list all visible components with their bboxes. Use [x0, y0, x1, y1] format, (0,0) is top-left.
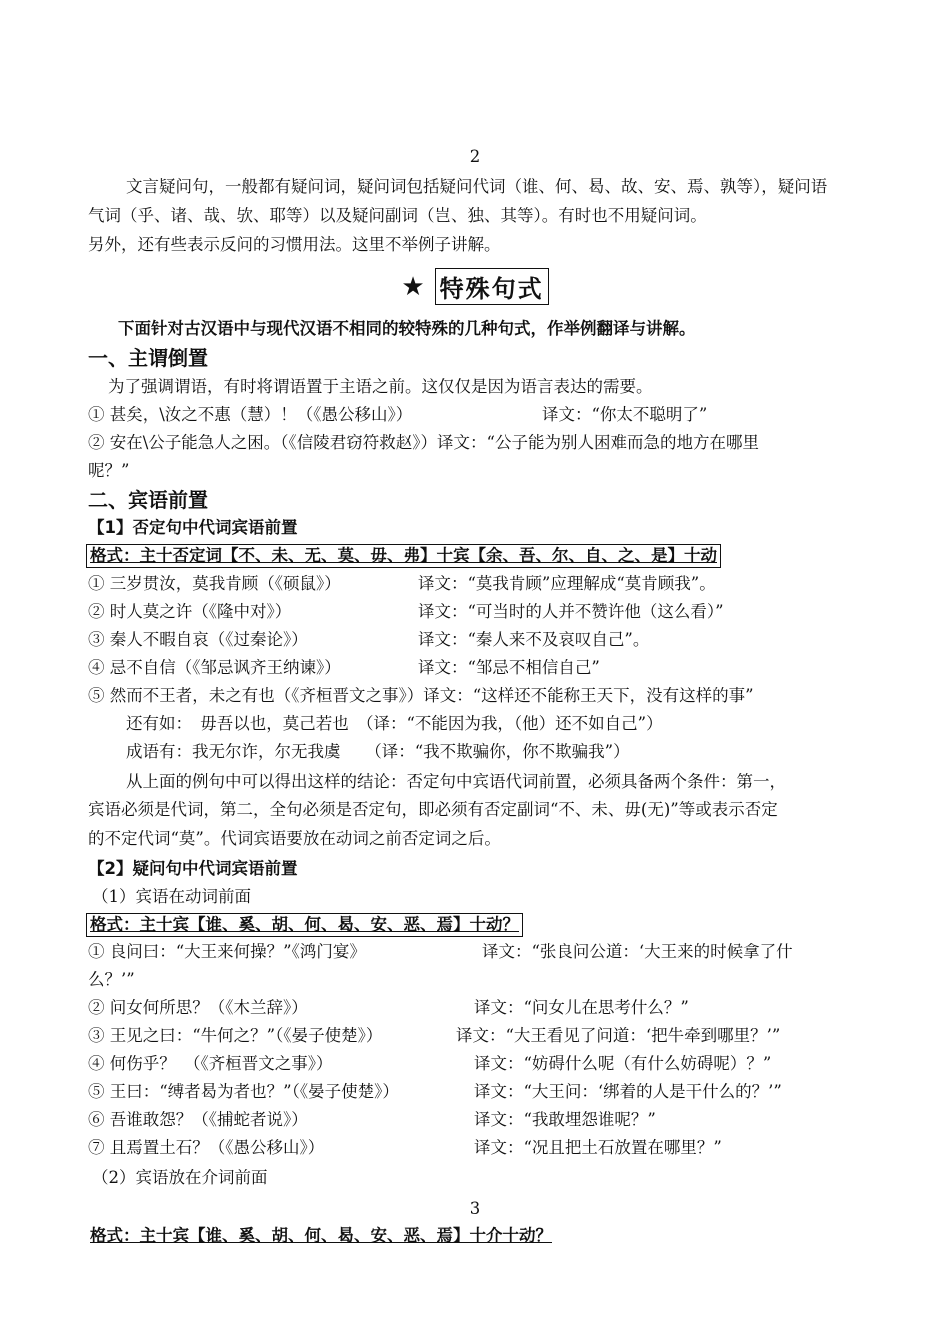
q-example-3: ③ 王见之曰：“牛何之？”（《晏子使楚》）	[88, 1026, 383, 1045]
q-example-1-translation: 译文：“张良问公道：‘大王来的时候拿了什	[482, 942, 793, 961]
intro-line-2: 气词（乎、诸、哉、欤、耶等）以及疑问副词（岂、独、其等）。有时也不用疑问词。	[88, 206, 707, 225]
q-example-4: ④ 何伤乎？ （《齐桓晋文之事》）	[88, 1054, 333, 1073]
lead-text: 下面针对古汉语中与现代汉语不相同的较特殊的几种句式，作举例翻译与讲解。	[118, 319, 696, 338]
neg-conclusion-3: 的不定代词“莫”。代词宾语要放在动词之前否定词之后。	[88, 829, 501, 848]
section-title-box: 特殊句式	[435, 268, 549, 305]
q-example-6-translation: 译文：“我敢埋怨谁呢？”	[474, 1110, 656, 1129]
q-example-6: ⑥ 吾谁敢怨？（《捕蛇者说》）	[88, 1110, 308, 1129]
q-example-7: ⑦ 且焉置土石？（《愚公移山》）	[88, 1138, 325, 1157]
neg-conclusion-2: 宾语必须是代词，第二，全句必须是否定句，即必须有否定副词“不、未、毋(无)”等或表示否定	[88, 800, 778, 819]
q-example-4-translation: 译文：“妨碍什么呢（有什么妨碍呢）？”	[474, 1054, 772, 1073]
q-example-7-translation: 译文：“况且把土石放置在哪里？”	[474, 1138, 722, 1157]
q-example-3-translation: 译文：“大王看见了问道：‘把牛牵到哪里？’”	[456, 1026, 781, 1045]
question-sub-1: （1）宾语在动词前面	[92, 887, 251, 906]
q-example-1: ① 良问曰：“大王来何操？”《鸿门宴》	[88, 942, 366, 961]
q-example-5-translation: 译文：“大王问：‘绑着的人是干什么的？’”	[474, 1082, 782, 1101]
format-box-2: 格式：主十宾【谁、奚、胡、何、曷、安、恶、焉】十动？	[86, 913, 523, 937]
format-box-3: 格式：主十宾【谁、奚、胡、何、曷、安、恶、焉】十介十动？	[90, 1226, 552, 1245]
neg-example-4-translation: 译文：“邹忌不相信自己”	[418, 658, 600, 677]
subheading-question-sentence: 【2】疑问句中代词宾语前置	[88, 859, 298, 878]
neg-idiom-example: 成语有：我无尔诈，尔无我虞 （译：“我不欺骗你，你不欺骗我”）	[126, 742, 630, 761]
neg-example-3-translation: 译文：“秦人来不及哀叹自己”。	[418, 630, 650, 649]
page-number-top: 2	[469, 147, 481, 166]
neg-example-1-translation: 译文：“莫我肯顾”应理解成“莫肯顾我”。	[418, 574, 716, 593]
h1-example-2: ② 安在\公子能急人之困。（《信陵君窃符救赵》）译文：“公子能为别人困难而急的地方在哪里	[88, 433, 759, 452]
neg-example-1: ① 三岁贯汝，莫我肯顾（《硕鼠》）	[88, 574, 341, 593]
format-box-1: 格式：主十否定词【不、未、无、莫、毋、弗】十宾【余、吾、尔、自、之、是】十动	[86, 544, 721, 568]
neg-example-2-translation: 译文：“可当时的人并不赞许他（这么看）”	[418, 602, 724, 621]
h1-description: 为了强调谓语，有时将谓语置于主语之前。这仅仅是因为语言表达的需要。	[108, 377, 653, 396]
heading-object-preposing: 二、宾语前置	[88, 488, 208, 512]
intro-line-3: 另外，还有些表示反问的习惯用法。这里不举例子讲解。	[88, 235, 501, 254]
neg-example-4: ④ 忌不自信（《邹忌讽齐王纳谏》）	[88, 658, 341, 677]
section-title	[0, 268, 950, 305]
q-example-2-translation: 译文：“问女儿在思考什么？”	[474, 998, 689, 1017]
intro-line-1: 文言疑问句，一般都有疑问词，疑问词包括疑问代词（谁、何、曷、故、安、焉、孰等），疑问语	[126, 177, 828, 196]
neg-example-2: ② 时人莫之许（《隆中对》）	[88, 602, 292, 621]
page-number-bottom: 3	[469, 1199, 481, 1218]
neg-example-3: ③ 秦人不暇自哀（《过秦论》）	[88, 630, 308, 649]
q-example-5: ⑤ 王曰：“缚者曷为者也？”（《晏子使楚》）	[88, 1082, 399, 1101]
question-sub-2: （2）宾语放在介词前面	[92, 1168, 268, 1187]
neg-conclusion-1: 从上面的例句中可以得出这样的结论：否定句中宾语代词前置，必须具备两个条件：第一，	[126, 772, 786, 791]
h1-example-1: ① 甚矣，\汝之不惠（慧）！（《愚公移山》）	[88, 405, 413, 424]
q-example-1-cont: 么？’”	[88, 970, 135, 989]
neg-example-5: ⑤ 然而不王者，未之有也（《齐桓晋文之事》）译文：“这样还不能称王天下，没有这样的事”	[88, 686, 754, 705]
subheading-negative-sentence: 【1】否定句中代词宾语前置	[88, 518, 298, 537]
h1-example-1-translation: 译文：“你太不聪明了”	[542, 405, 708, 424]
h1-example-2-cont: 呢？”	[88, 461, 130, 480]
q-example-2: ② 问女何所思？（《木兰辞》）	[88, 998, 308, 1017]
neg-more-example: 还有如： 毋吾以也，莫己若也 （译：“不能因为我，（他）还不如自己”）	[126, 714, 663, 733]
heading-subject-predicate-inversion: 一、主谓倒置	[88, 346, 208, 370]
star-icon: ★	[401, 271, 425, 302]
